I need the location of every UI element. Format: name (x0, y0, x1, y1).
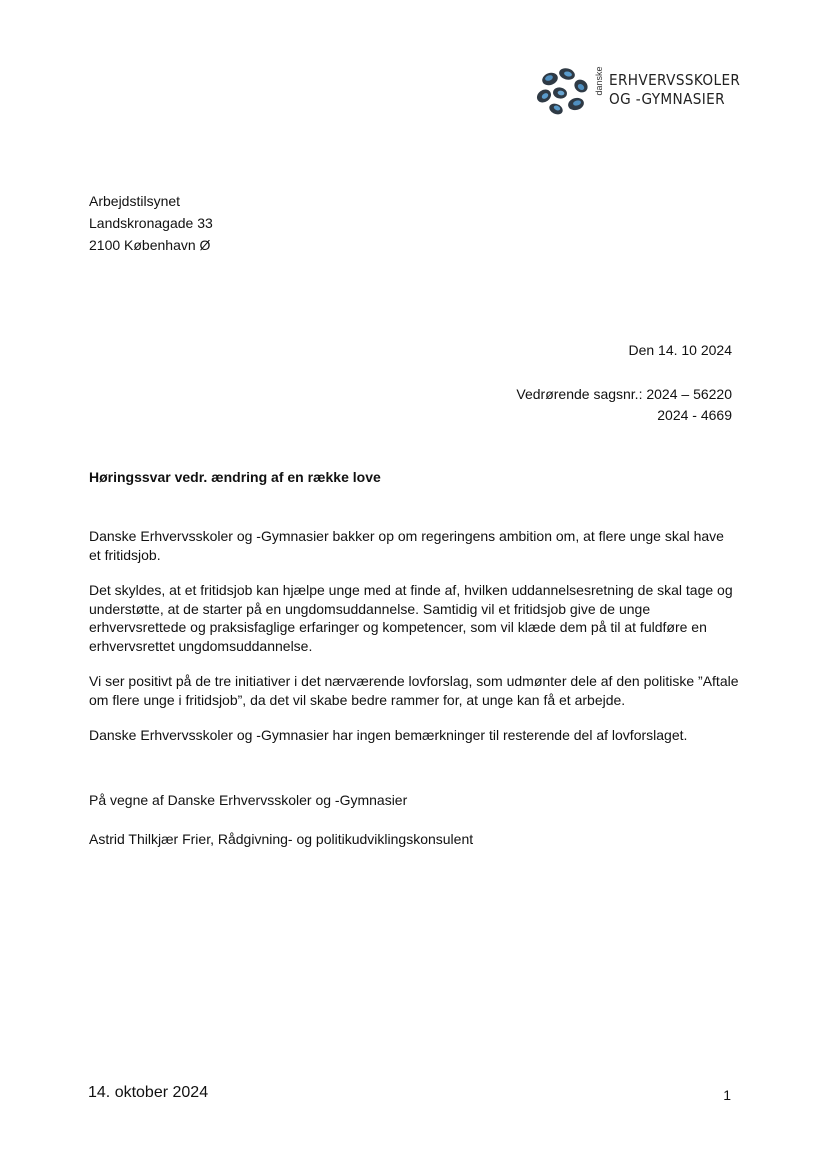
case-number-line1: Vedrørende sagsnr.: 2024 – 56220 (516, 386, 732, 402)
body-paragraph: Vi ser positivt på de tre initiativer i det nærværende lovforslag, som udmønter dele af den politiske ”Aftale om flere unge i fritidsjob”, da det vil skabe bedre rammer for, at unge kan få et arbejde. (89, 673, 739, 708)
stone-cluster-icon (536, 66, 592, 116)
recipient-address (89, 190, 213, 256)
logo-title-line1: ERHVERVSSKOLER (609, 71, 741, 89)
letter-body (89, 527, 739, 762)
body-paragraph: Danske Erhvervsskoler og -Gymnasier bakker op om regeringens ambition om, at flere unge skal have et fritidsjob. (89, 528, 724, 563)
body-paragraph: Det skyldes, at et fritidsjob kan hjælpe unge med at finde af, hvilken uddannelsesretning de skal tage og understøtte, at de starter på en ungdomsuddannelse. Samtidig vil et fritidsjob give de unge erhvervsrettede og praksisfaglige erfaringer og kompetencer, som vil klæde dem på til at fuldføre en erhvervsrettet ungdomsuddannelse. (89, 582, 733, 654)
footer-date: 14. oktober 2024 (88, 1084, 209, 1101)
logo-title-line2: OG -GYMNASIER (609, 90, 725, 108)
recipient-city: 2100 København Ø (89, 237, 211, 253)
case-reference (516, 384, 732, 426)
letter-date: Den 14. 10 2024 (628, 342, 732, 358)
logo-small-text: danske (594, 66, 604, 96)
case-number-line2: 2024 - 4669 (657, 407, 732, 423)
signoff: På vegne af Danske Erhvervsskoler og -Gymnasier (89, 792, 408, 808)
letter-heading: Høringssvar vedr. ændring af en række love (89, 469, 381, 485)
body-paragraph: Danske Erhvervsskoler og -Gymnasier har ingen bemærkninger til resterende del af lovforslaget. (89, 727, 688, 743)
recipient-street: Landskronagade 33 (89, 215, 213, 231)
recipient-name: Arbejdstilsynet (89, 193, 181, 209)
page-number: 1 (723, 1087, 731, 1103)
signer-name: Astrid Thilkjær Frier, Rådgivning- og politikudviklingskonsulent (89, 831, 474, 847)
